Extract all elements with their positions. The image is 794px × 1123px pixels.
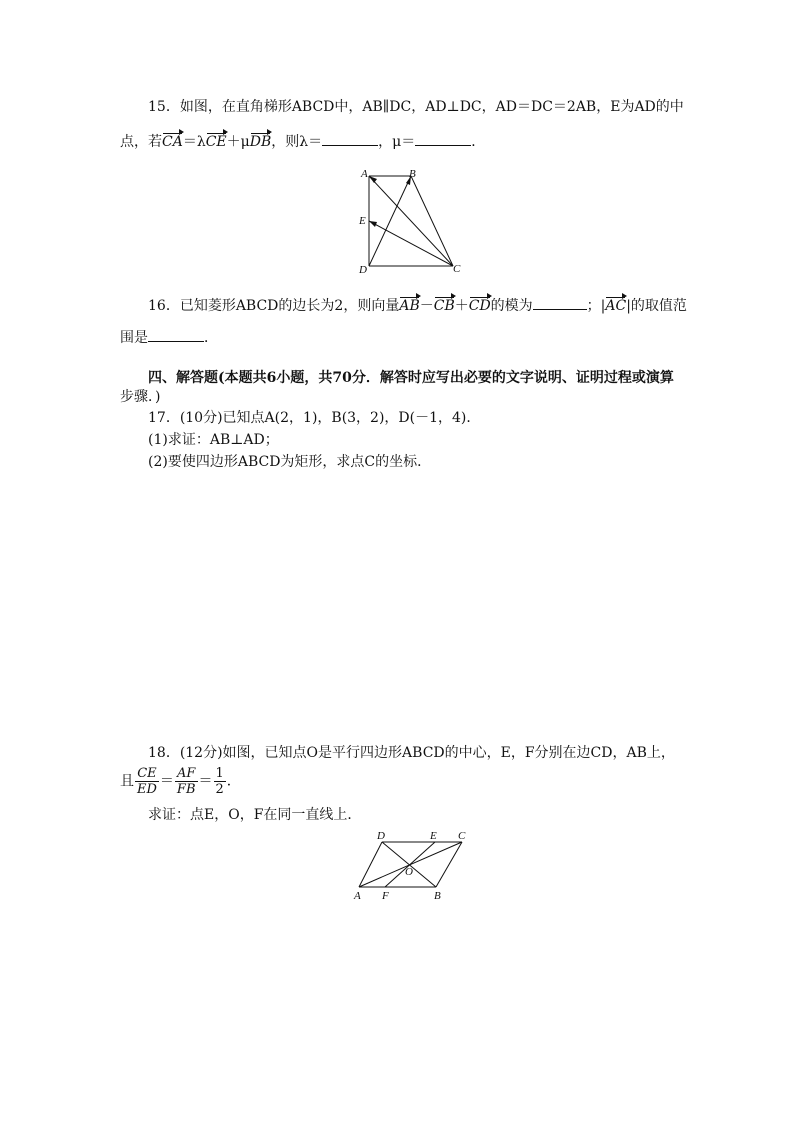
mu-answer-blank[interactable] [415, 131, 471, 146]
q17-line2: (1)求证：AB⊥AD； [148, 432, 279, 448]
q16-plus: ＋ [454, 298, 469, 314]
q18-line3: 求证：点E，O，F在同一直线上． [148, 807, 362, 823]
q16-line1 [148, 295, 687, 316]
fraction-one-half: $\frac{1}{2}$ [215, 766, 224, 797]
q16-range-text: |的取值范 [626, 298, 687, 314]
q16-end: ． [204, 330, 218, 346]
q16-line2-prefix: 围是 [120, 330, 148, 346]
vector-cb: CB [433, 298, 455, 314]
q15-mu-label: ，μ＝ [378, 134, 416, 150]
q16-semi: ；| [586, 298, 606, 314]
q15-line1: 15．如图，在直角梯形ABCD中，AB∥DC，AD⊥DC，AD＝DC＝2AB，E为AD的中 [148, 99, 684, 115]
fig18-label-b: B [434, 890, 441, 902]
vector-ab: AB [399, 298, 420, 314]
fig15-label-c: C [453, 263, 461, 275]
q15-eq: ＝λ [182, 134, 206, 150]
q18-eq2: ＝ [198, 773, 213, 790]
q16-minus: － [419, 298, 434, 314]
q15-mid: ，则λ＝ [271, 134, 323, 150]
vector-ce: CE [205, 134, 227, 150]
q17-line3: (2)要使四边形ABCD为矩形，求点C的坐标． [148, 454, 432, 470]
q15-line2 [120, 131, 485, 152]
fig18-label-f: F [382, 890, 389, 902]
q18-line1: 18．(12分)如图，已知点O是平行四边形ABCD的中心，E，F分别在边CD，AB上， [148, 745, 675, 761]
q18-line2-prefix: 且 [120, 773, 134, 790]
q16-prefix: 16．已知菱形ABCD的边长为2，则向量 [148, 298, 400, 314]
fig15-label-a: A [361, 168, 368, 180]
section4-heading-line1: 四、解答题(本题共6小题，共70分．解答时应写出必要的文字说明、证明过程或演算 [148, 370, 674, 386]
fig15-label-d: D [359, 264, 367, 276]
fraction-af-fb: $\frac{AF}{FB}$ [176, 766, 196, 797]
fig18-label-d: D [377, 830, 385, 842]
fig15-label-b: B [409, 168, 416, 180]
lambda-answer-blank[interactable] [322, 131, 378, 146]
modulus-answer-blank[interactable] [533, 295, 587, 310]
q17-line1: 17．(10分)已知点A(2，1)，B(3，2)，D(－1，4)． [148, 410, 481, 426]
fig18-label-o: O [405, 866, 413, 878]
vector-db: DB [249, 134, 272, 150]
fig15-label-e: E [359, 215, 366, 227]
q15-plus-mu: ＋μ [226, 134, 250, 150]
q16-line2 [120, 327, 218, 348]
fig18-label-c: C [458, 830, 466, 842]
q15-end: ． [471, 134, 486, 150]
parallelogram-figure [348, 826, 478, 904]
section4-heading-line2: 步骤．) [120, 389, 161, 405]
q18-eq1: ＝ [159, 773, 174, 790]
q16-mod-text: 的模为 [490, 298, 533, 314]
trapezoid-figure [355, 166, 467, 278]
fraction-ce-ed: $\frac{CE}{ED}$ [137, 766, 157, 797]
vector-ca: CA [162, 134, 183, 150]
fig18-label-a: A [354, 890, 361, 902]
q18-end: ． [226, 773, 241, 790]
fig18-label-e: E [430, 830, 437, 842]
q18-line2 [120, 766, 241, 797]
q15-line2-prefix: 点，若 [120, 134, 162, 150]
vector-cd: CD [468, 298, 491, 314]
vector-ac: AC [605, 298, 627, 314]
range-answer-blank[interactable] [148, 327, 204, 342]
